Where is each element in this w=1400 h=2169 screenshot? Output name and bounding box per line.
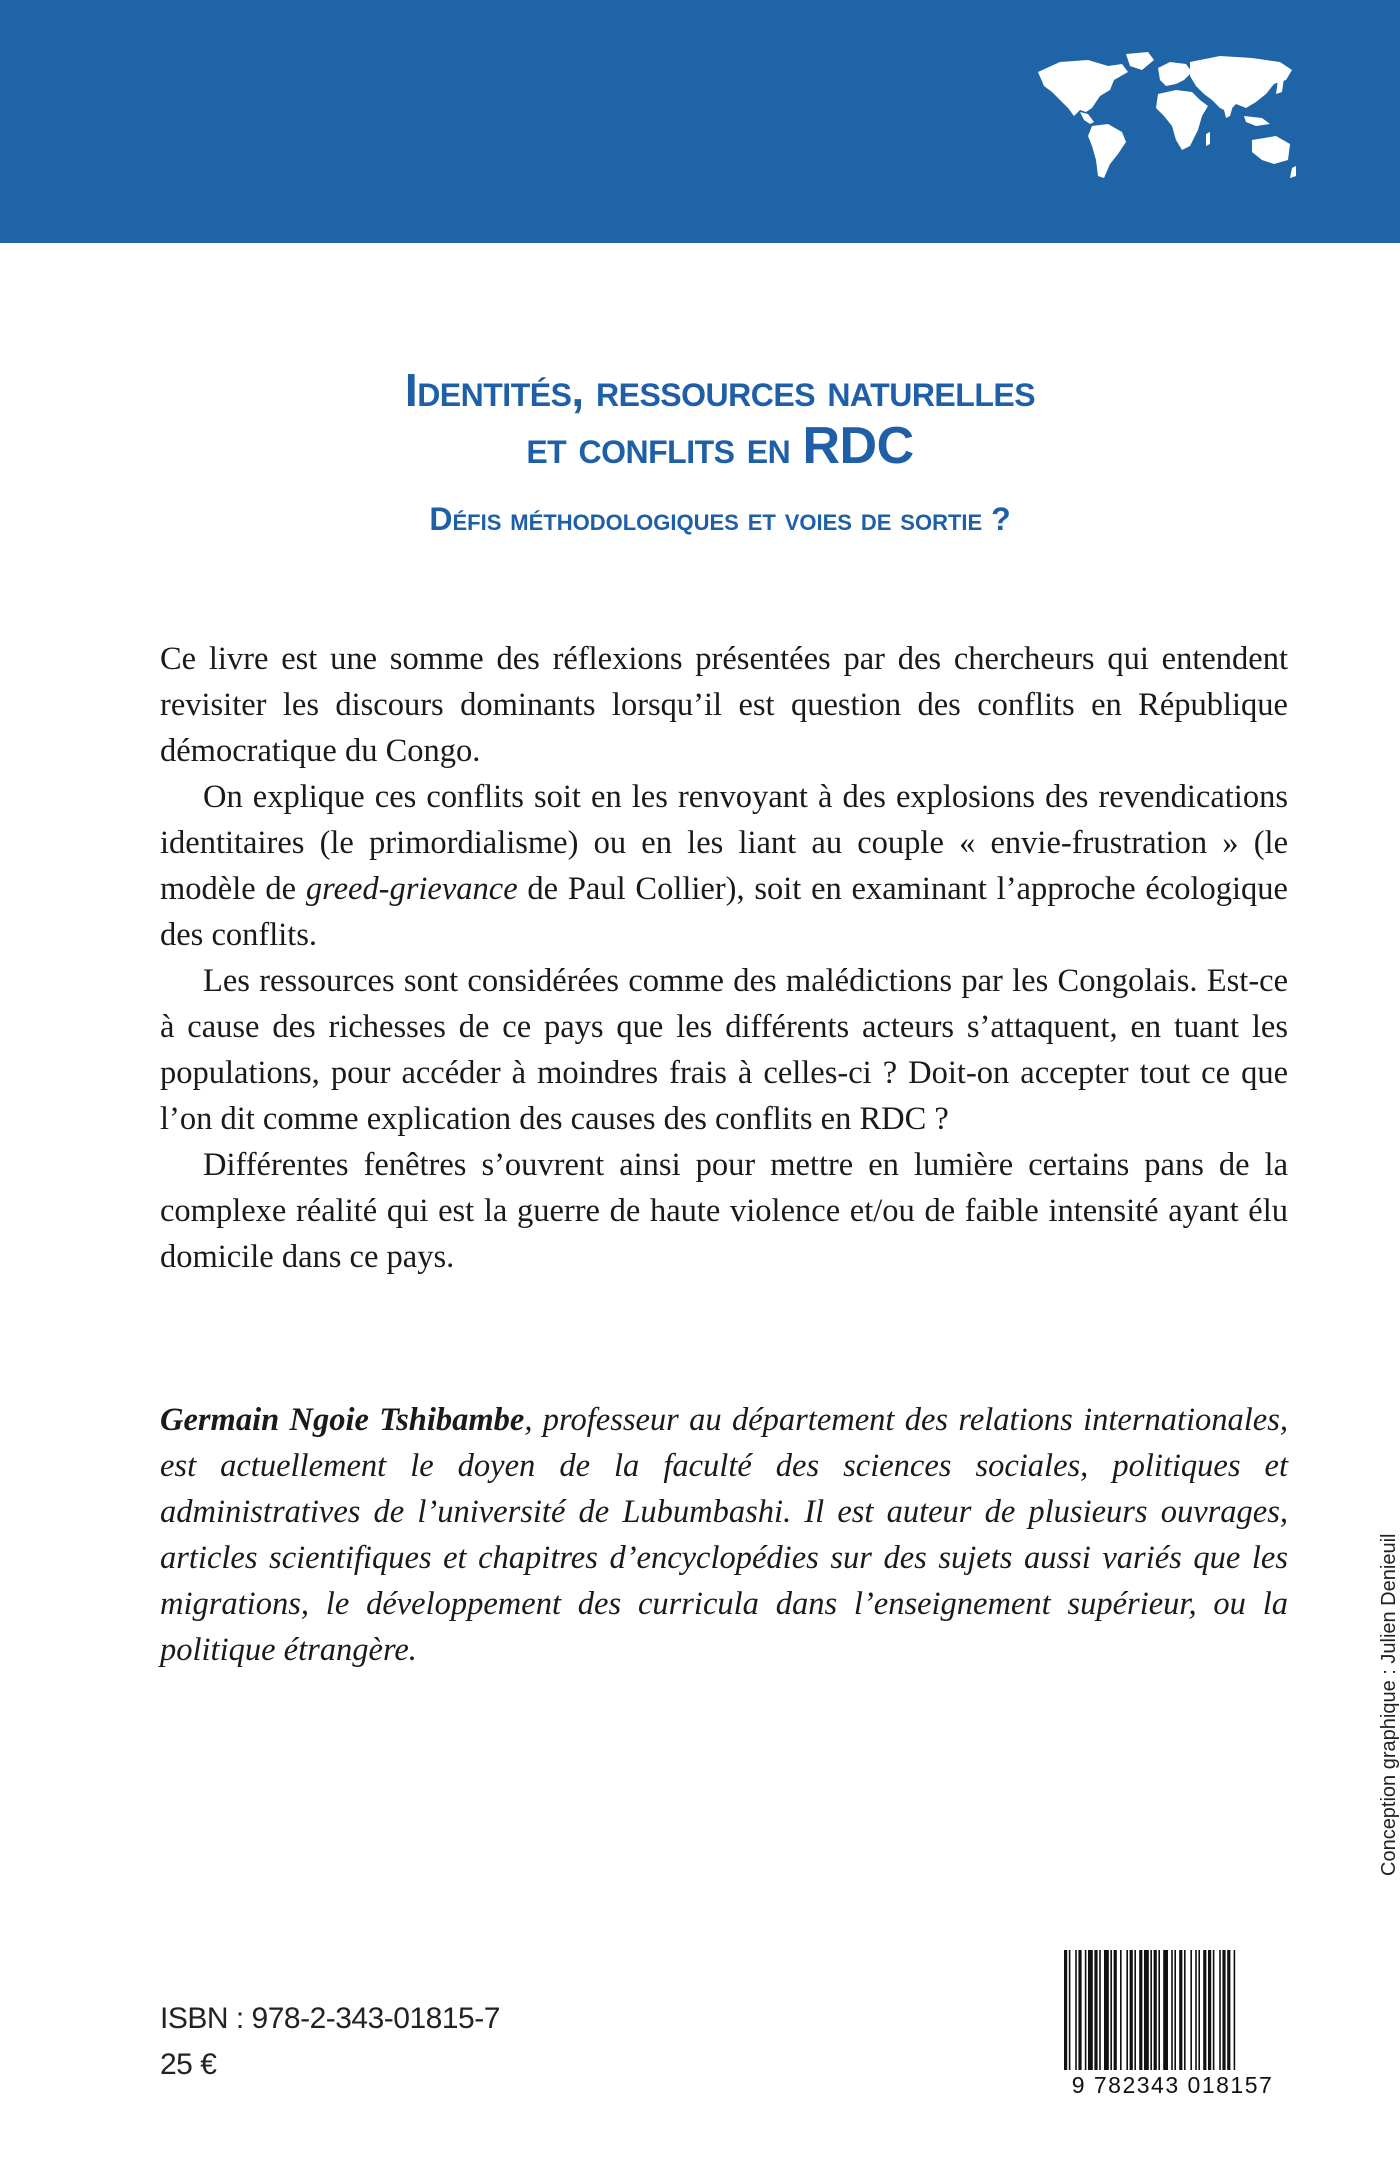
author-name: Germain Ngoie Tshibambe bbox=[160, 1402, 525, 1438]
barcode-bar bbox=[1150, 1950, 1152, 2070]
summary-paragraph-3: Les ressources sont considérées comme des malédictions par les Congolais. Est-ce à cause des richesses de ce pays que les différents acteurs s’attaquent, en tuant les populations, pour accéder à moindres frais à celles-ci ? Doit-on accepter tout ce que l’on dit comme explication des causes des conflits en RDC ? bbox=[160, 963, 1288, 1137]
barcode-bar bbox=[1158, 1950, 1160, 2070]
subtitle: Défis méthodologiques et voies de sortie ? bbox=[429, 501, 1011, 537]
title-block bbox=[0, 362, 1400, 539]
barcode-bar bbox=[1195, 1950, 1197, 2070]
barcode-bar bbox=[1163, 1950, 1168, 2070]
barcode-bar bbox=[1088, 1950, 1093, 2070]
summary-paragraph-2-start: On explique ces conflits soit en les renvoyant à des explosions des revendications identitaires (le primordialisme) ou en les liant au couple « envie-frustration » (le modèle de bbox=[160, 779, 1288, 907]
barcode-bar bbox=[1179, 1950, 1182, 2070]
title-rdc: RDC bbox=[802, 417, 914, 475]
barcode-bar bbox=[1144, 1950, 1149, 2070]
barcode-bar bbox=[1085, 1950, 1087, 2070]
title-line-1: Identités, ressources naturelles bbox=[404, 364, 1036, 416]
author-bio bbox=[160, 1397, 1288, 1673]
design-credit: Conception graphique : Julien Denieuil bbox=[1378, 1533, 1400, 1876]
barcode-digits: 9 782343 018157 bbox=[1050, 2072, 1295, 2098]
header-band bbox=[0, 0, 1400, 243]
barcode-bar bbox=[1075, 1950, 1077, 2070]
barcode-bar bbox=[1154, 1950, 1157, 2070]
summary-paragraph-1: Ce livre est une somme des réflexions présentées par des chercheurs qui entendent revisiter les discours dominants lorsqu’il est question des conflits en République démocratique du Congo. bbox=[160, 641, 1288, 769]
barcode-bar bbox=[1222, 1950, 1225, 2070]
isbn: ISBN : 978-2-343-01815-7 bbox=[160, 2002, 500, 2035]
barcode-bar bbox=[1078, 1950, 1081, 2070]
summary-paragraph-2-italic: greed-grievance bbox=[305, 871, 518, 907]
summary-paragraph-2-end: de Paul Collier), soit en examinant l’approche écologique des conflits. bbox=[160, 871, 1288, 953]
barcode-bar bbox=[1064, 1950, 1067, 2070]
barcode-bar bbox=[1139, 1950, 1142, 2070]
barcode-bar bbox=[1120, 1950, 1122, 2070]
barcode-bar bbox=[1099, 1950, 1101, 2070]
barcode-bar bbox=[1114, 1950, 1117, 2070]
title-line-2 bbox=[0, 418, 1400, 475]
barcode-bar bbox=[1094, 1950, 1097, 2070]
barcode-bars bbox=[1050, 1944, 1295, 2072]
barcode-bar bbox=[1134, 1950, 1136, 2070]
barcode-bar bbox=[1213, 1950, 1215, 2070]
barcode-bar bbox=[1130, 1950, 1133, 2070]
barcode-bar bbox=[1171, 1950, 1173, 2070]
title-line-2-prefix: et conflits en bbox=[526, 421, 803, 473]
back-cover-summary bbox=[160, 636, 1288, 1280]
barcode-bar bbox=[1208, 1950, 1211, 2070]
price: 25 € bbox=[160, 2048, 217, 2081]
barcode-bar bbox=[1174, 1950, 1176, 2070]
barcode bbox=[1050, 1944, 1295, 2098]
barcode-bar bbox=[1069, 1950, 1071, 2070]
summary-paragraph-2 bbox=[160, 774, 1288, 958]
barcode-bar bbox=[1190, 1950, 1192, 2070]
summary-paragraph-4: Différentes fenêtres s’ouvrent ainsi pour mettre en lumière certains pans de la complexe réalité qui est la guerre de haute violence et/ou de faible intensité ayant élu domicile dans ce pays. bbox=[160, 1147, 1288, 1275]
barcode-bar bbox=[1198, 1950, 1200, 2070]
world-map-icon bbox=[1030, 50, 1300, 185]
barcode-bar bbox=[1227, 1950, 1230, 2070]
barcode-bar bbox=[1219, 1950, 1221, 2070]
barcode-bar bbox=[1110, 1950, 1112, 2070]
barcode-bar bbox=[1184, 1950, 1186, 2070]
author-bio-text: , professeur au département des relations internationales, est actuellement le doyen de la faculté des sciences sociales, politiques et administratives de l’université de Lubumbashi. Il est auteur de plusieurs ouvrages, articles scientifiques et chapitres d’encyclopédies sur des sujets aussi variés que les migrations, le développement des curricula dans l’enseignement supérieur, ou la politique étrangère. bbox=[160, 1402, 1288, 1668]
barcode-bar bbox=[1234, 1950, 1236, 2070]
barcode-bar bbox=[1203, 1950, 1206, 2070]
barcode-bar bbox=[1104, 1950, 1109, 2070]
barcode-bar bbox=[1126, 1950, 1128, 2070]
